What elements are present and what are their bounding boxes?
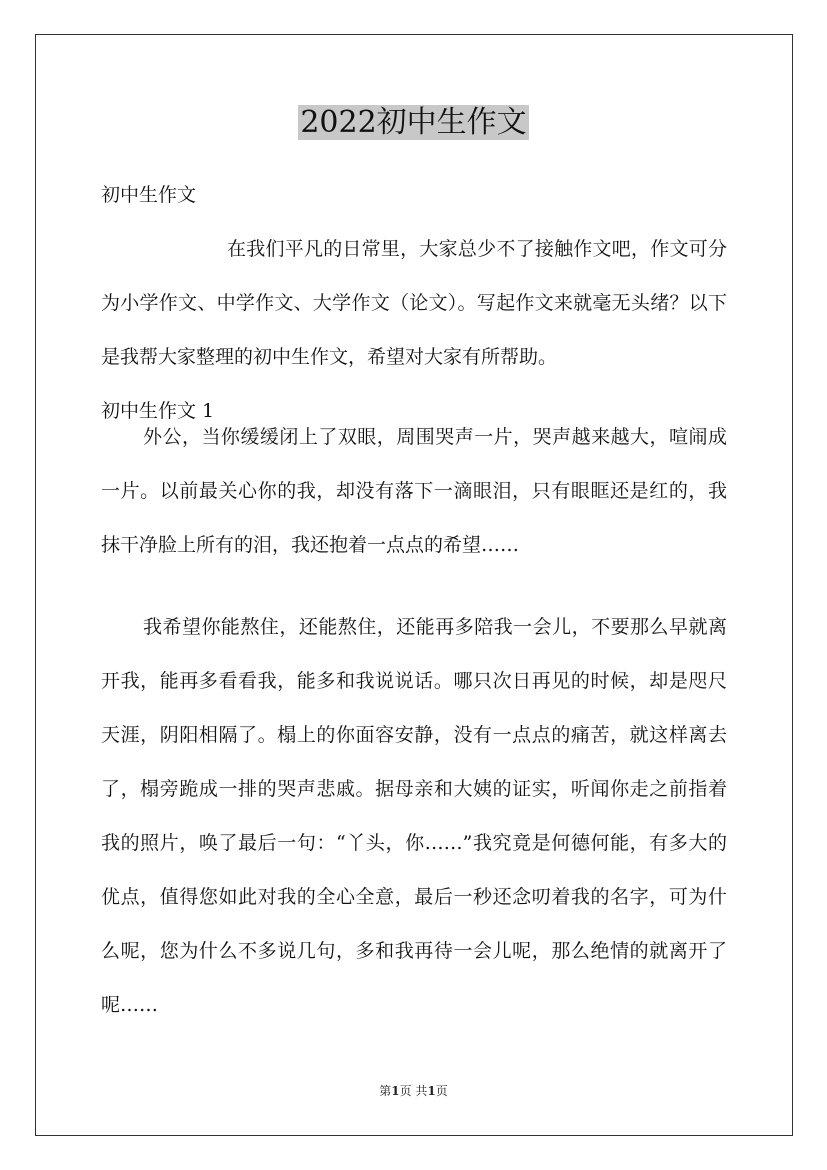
page-footer xyxy=(0,1083,827,1099)
document-title xyxy=(0,103,827,143)
document-subtitle: 初中生作文 xyxy=(101,184,197,206)
intro-paragraph: 在我们平凡的日常里，大家总少不了接触作文吧，作文可分为小学作文、中学作文、大学作文（论文）。写起作文来就毫无头绪？以下是我帮大家整理的初中生作文，希望对大家有所帮助。 xyxy=(101,238,727,368)
footer-middle: 页 共 xyxy=(399,1084,428,1098)
body-paragraph-1: 外公，当你缓缓闭上了双眼，周围哭声一片，哭声越来越大，喧闹成一片。以前最关心你的我，却没有落下一滴眼泪，只有眼眶还是红的，我抹干净脸上所有的泪，我还抱着一点点的希望…… xyxy=(101,426,727,556)
section-heading: 初中生作文 1 xyxy=(101,400,215,422)
footer-suffix: 页 xyxy=(435,1084,448,1098)
footer-total-pages: 1 xyxy=(427,1084,436,1098)
footer-prefix: 第 xyxy=(379,1084,392,1098)
footer-page-number: 1 xyxy=(391,1084,400,1098)
document-title-text: 2022初中生作文 xyxy=(300,105,527,140)
body-paragraph-2: 我希望你能熬住，还能熬住，还能再多陪我一会儿，不要那么早就离开我，能再多看看我，能多和我说说话。哪只次日再见的时候，却是咫尺天涯，阴阳相隔了。榻上的你面容安静，没有一点点的痛苦，就这样离去了，榻旁跪成一排的哭声悲戚。据母亲和大姨的证实，听闻你走之前指着我的照片，唤了最后一句：“丫头，你……”我究竟是何德何能，有多大的优点，值得您如此对我的全心全意，最后一秒还念叨着我的名字，可为什么呢，您为什么不多说几句，多和我再待一会儿呢，那么绝情的就离开了呢…… xyxy=(101,616,727,1016)
